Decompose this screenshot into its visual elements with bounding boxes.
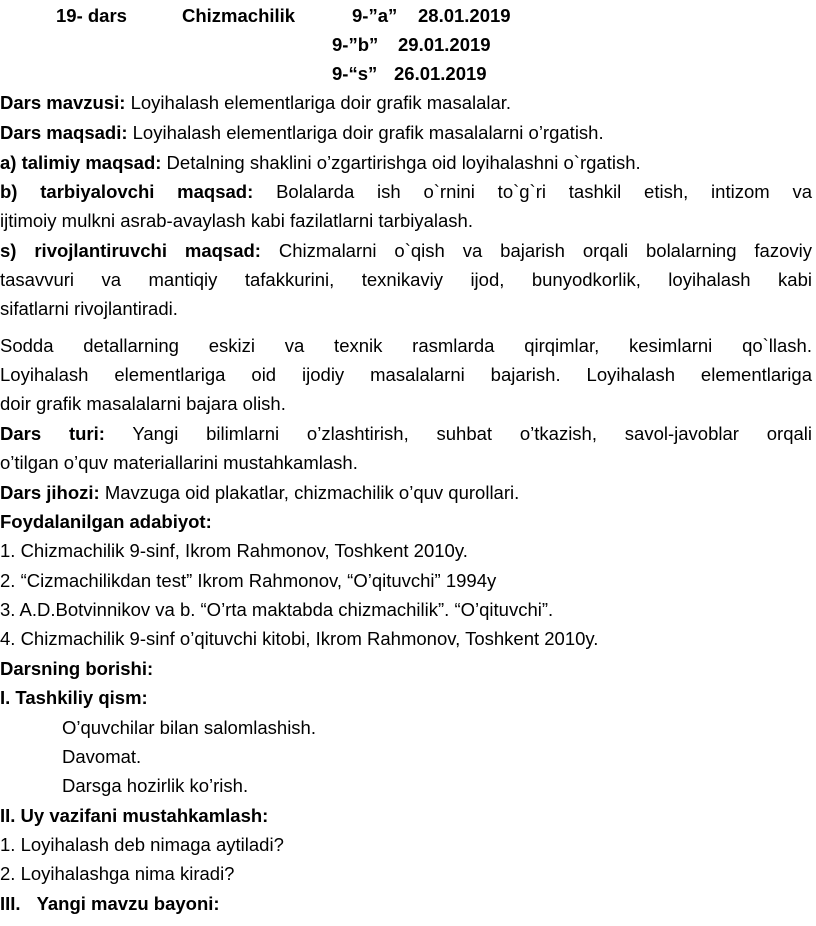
new-topic-heading (0, 892, 812, 916)
reference-item: 4. Chizmachilik 9-sinf o’qituvchi kitobi, Ikrom Rahmonov, Toshkent 2010y. (0, 628, 599, 649)
lesson-type-line-1 (0, 422, 812, 446)
organizational-item: Davomat. (62, 746, 142, 767)
upbringing-goal-line-1 (0, 180, 812, 204)
class-a: 9-”a” (352, 5, 398, 26)
lesson-topic (0, 91, 812, 115)
lesson-topic-label: Dars mavzusi: (0, 92, 126, 113)
lesson-topic-text: Loyihalash elementlariga doir grafik masalalar. (125, 92, 512, 113)
lesson-number: 19- dars (56, 5, 127, 26)
educational-goal-text: Detalning shaklini o’zgartirishga oid loyihalashni o`rgatish. (161, 152, 641, 173)
date-b: 29.01.2019 (398, 34, 491, 55)
lesson-type-line-2: o’tilgan o’quv materiallarini mustahkamlash. (0, 452, 358, 473)
lesson-equipment-label: Dars jihozi: (0, 482, 100, 503)
organizational-part-title: I. Tashkiliy qism: (0, 687, 148, 708)
lesson-goal-label: Dars maqsadi: (0, 122, 128, 143)
upbringing-goal-label: b) tarbiyalovchi maqsad: (0, 181, 254, 202)
educational-goal (0, 151, 812, 175)
new-topic-title: Yangi mavzu bayoni: (36, 893, 220, 914)
paragraph-line-3: doir grafik masalalarni bajara olish. (0, 393, 286, 414)
lesson-type-text-1: Yangi bilimlarni o’zlashtirish, suhbat o’tkazish, savol-javoblar orqali (104, 423, 812, 444)
developmental-goal-line-1 (0, 239, 812, 263)
class-s: 9-“s” (332, 63, 378, 84)
lesson-type-label: Dars turi: (0, 423, 105, 444)
developmental-goal-label: s) rivojlantiruvchi maqsad: (0, 240, 261, 261)
class-b: 9-”b” (332, 34, 379, 55)
homework-title: II. Uy vazifani mustahkamlash: (0, 805, 269, 826)
educational-goal-label: a) talimiy maqsad: (0, 152, 162, 173)
upbringing-goal-text-1: Bolalarda ish o`rnini to`g`ri tashkil etish, intizom va (253, 181, 812, 202)
lesson-equipment-text: Mavzuga oid plakatlar, chizmachilik o’quv qurollari. (99, 482, 520, 503)
reference-item: 3. A.D.Botvinnikov va b. “O’rta maktabda chizmachilik”. “O’qituvchi”. (0, 599, 554, 620)
lesson-procedure-title: Darsning borishi: (0, 658, 154, 679)
date-a: 28.01.2019 (418, 5, 511, 26)
references-title: Foydalanilgan adabiyot: (0, 511, 212, 532)
lesson-goal-text: Loyihalash elementlariga doir grafik masalalarni o’rgatish. (127, 122, 604, 143)
organizational-item: Darsga hozirlik ko’rish. (62, 775, 249, 796)
developmental-goal-line-2: tasavvuri va mantiqiy tafakkurini, texnikaviy ijod, bunyodkorlik, loyihalash kabi (0, 269, 812, 290)
homework-question: 2. Loyihalashga nima kiradi? (0, 863, 235, 884)
date-s: 26.01.2019 (394, 63, 487, 84)
reference-item: 1. Chizmachilik 9-sinf, Ikrom Rahmonov, Toshkent 2010y. (0, 540, 468, 561)
new-topic-number: III. (0, 893, 21, 914)
organizational-item: O’quvchilar bilan salomlashish. (62, 717, 316, 738)
paragraph-line-1: Sodda detallarning eskizi va texnik rasmlarda qirqimlar, kesimlarni qo`llash. (0, 335, 812, 356)
developmental-goal-line-3: sifatlarni rivojlantiradi. (0, 298, 178, 319)
upbringing-goal-line-2: ijtimoiy mulkni asrab-avaylash kabi fazilatlarni tarbiyalash. (0, 210, 473, 231)
lesson-equipment (0, 481, 812, 505)
lesson-goal (0, 121, 812, 145)
subject-name: Chizmachilik (182, 5, 296, 26)
developmental-goal-text-1: Chizmalarni o`qish va bajarish orqali bolalarning fazoviy (260, 240, 812, 261)
paragraph-line-2: Loyihalash elementlariga oid ijodiy masalalarni bajarish. Loyihalash elementlariga (0, 364, 812, 385)
reference-item: 2. “Cizmachilikdan test” Ikrom Rahmonov, “O’qituvchi” 1994y (0, 570, 497, 591)
homework-question: 1. Loyihalash deb nimaga aytiladi? (0, 834, 284, 855)
